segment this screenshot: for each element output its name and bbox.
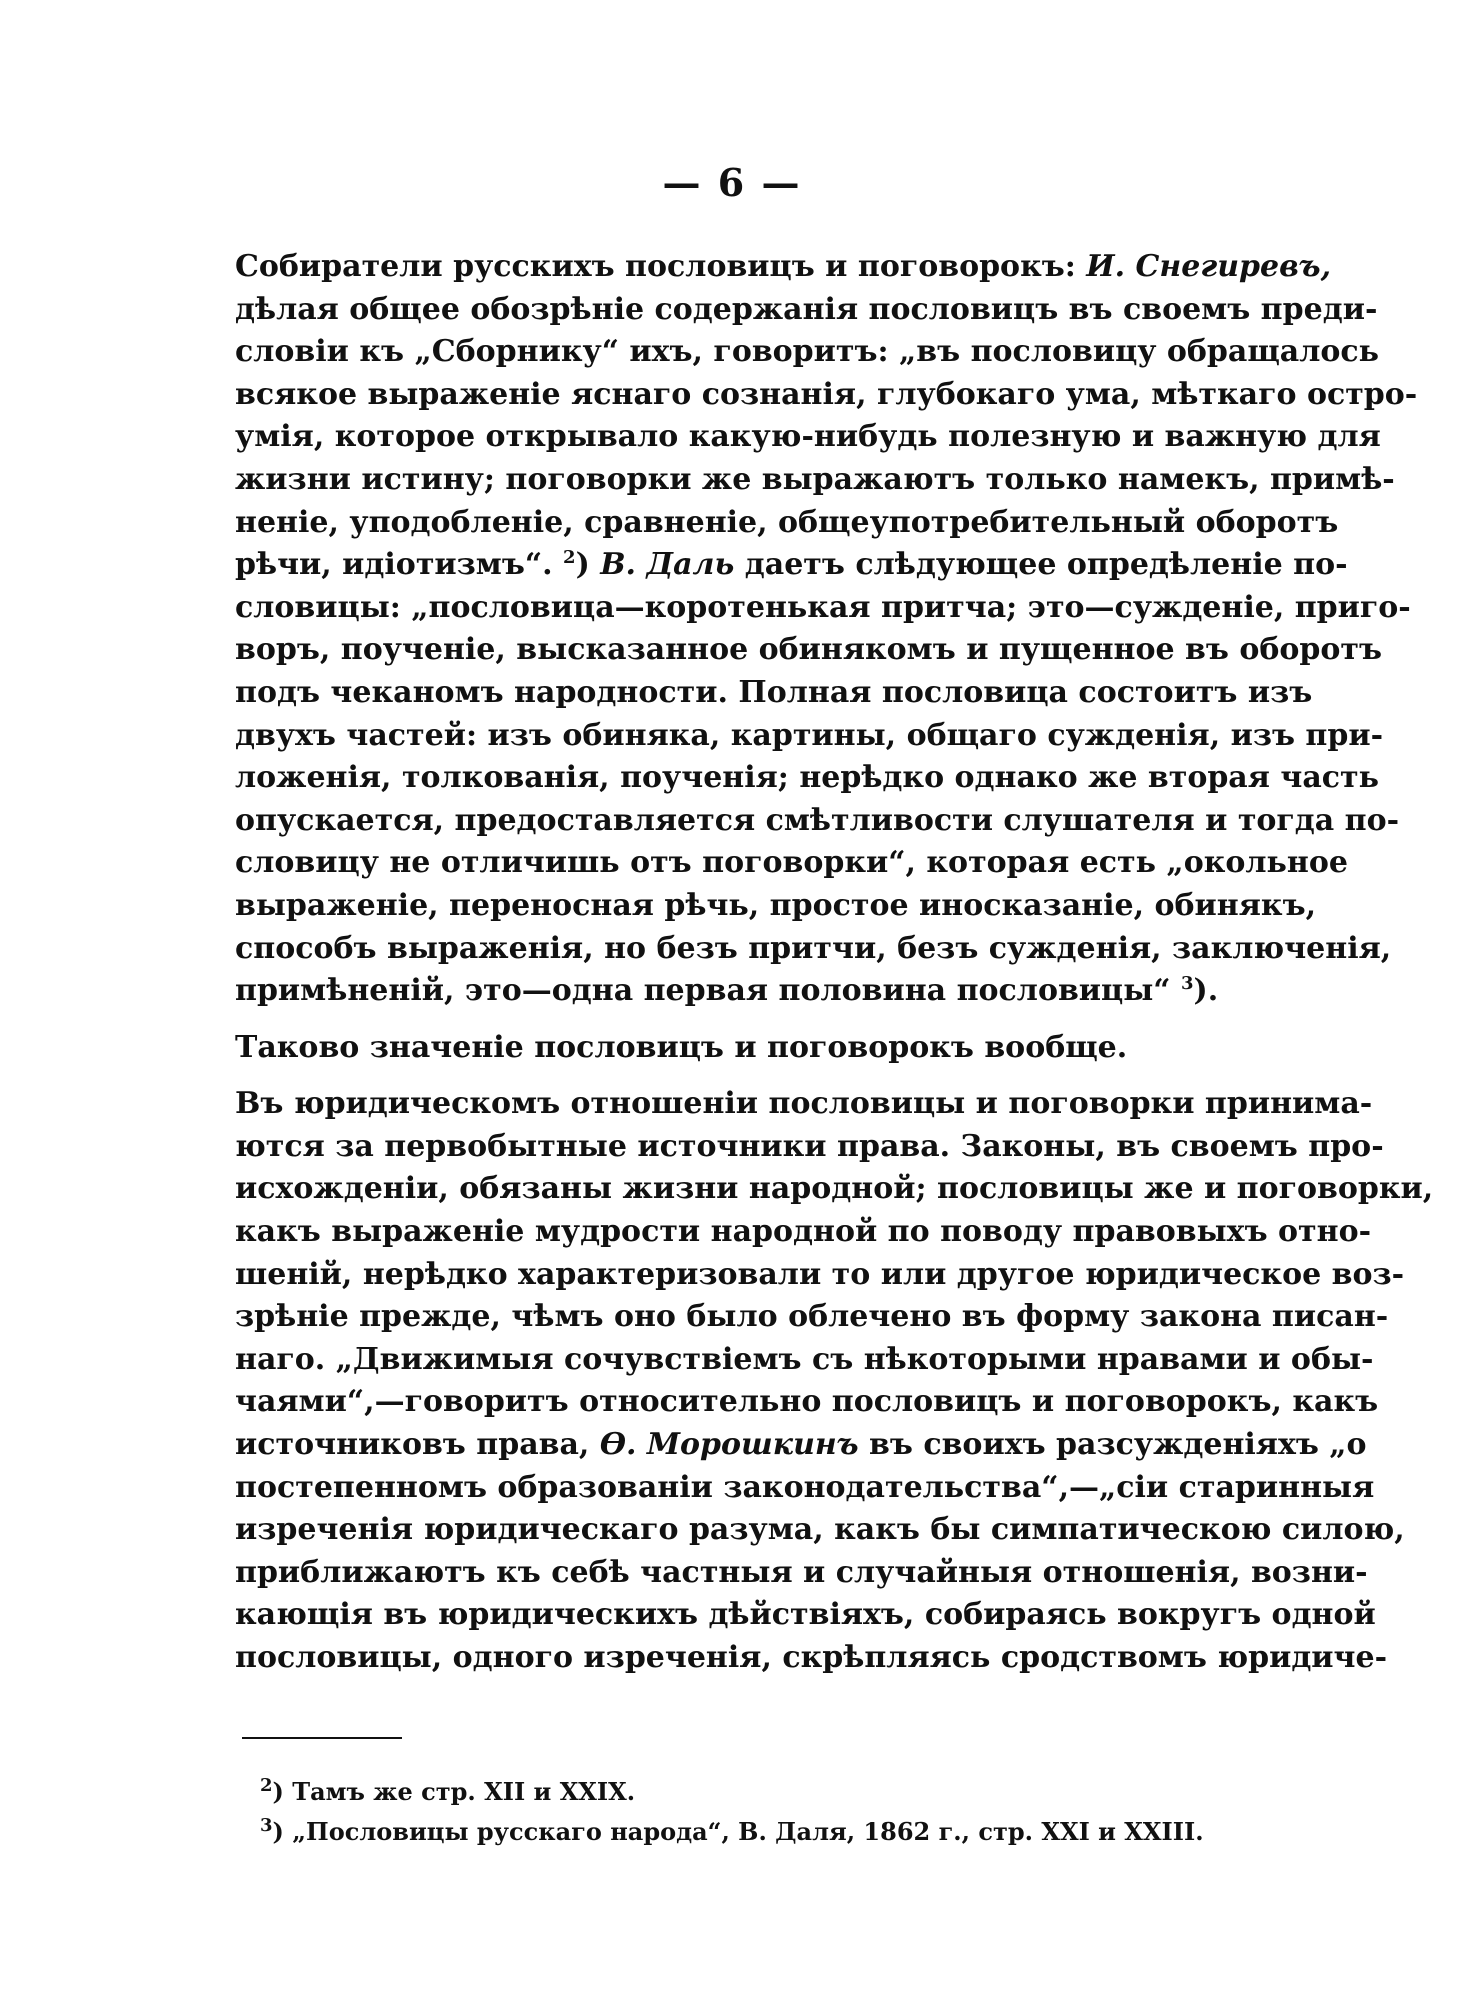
body-text [235, 246, 1434, 1680]
text-line: пословицы, одного изреченія, скрѣпляясь сродствомъ юридиче- [235, 1640, 1388, 1675]
text-line: двухъ частей: изъ обиняка, картины, общаго сужденія, изъ при- [235, 717, 1384, 753]
text-line: словицы: „пословица—коротенькая притча; это—сужденіе, приго- [235, 589, 1411, 625]
text-line: Въ юридическомъ отношеніи пословицы и поговорки принима- [235, 1086, 1373, 1122]
text-line: подъ чеканомъ народности. Полная пословица состоитъ изъ [235, 674, 1313, 710]
text-line: опускается, предоставляется смѣтливости слушателя и тогда по- [235, 802, 1400, 838]
footnote: $^3$) „Пословицы русскаго народа“, В. Даля, 1862 г., стр. XXI и XXIII. [260, 1815, 1204, 1846]
text-line: приближаютъ къ себѣ частныя и случайныя отношенія, возни- [235, 1554, 1368, 1590]
footnotes [260, 1772, 1260, 1852]
text-line: ются за первобытные источники права. Законы, въ своемъ про- [235, 1128, 1384, 1164]
text-line: жизни истину; поговорки же выражаютъ только намекъ, примѣ- [235, 461, 1395, 497]
text-line: зрѣніе прежде, чѣмъ оно было облечено въ форму закона писан- [235, 1299, 1389, 1335]
text-line: рѣчи, идіотизмъ“. $^2$) В. Даль даетъ слѣдующее опредѣленіе по- [235, 547, 1348, 583]
footnote: $^2$) Тамъ же стр. XII и XXIX. [260, 1775, 636, 1806]
text-line: изреченія юридическаго разума, какъ бы симпатическою силою, [235, 1512, 1405, 1548]
italic-name: Ѳ. Морошкинъ [599, 1427, 859, 1463]
text-line: дѣлая общее обозрѣніе содержанія пословицъ въ своемъ преди- [235, 291, 1378, 327]
text-line: наго. „Движимыя сочувствіемъ съ нѣкоторыми нравами и обы- [235, 1341, 1374, 1377]
footnote-marker: 3 [260, 1815, 273, 1836]
text-line: чаями“,—говоритъ относительно пословицъ и поговорокъ, какъ [235, 1384, 1379, 1420]
text-line: примѣненій, это—одна первая половина пословицы“ $^3$). [235, 973, 1219, 1009]
text-line: воръ, поученіе, высказанное обинякомъ и пущенное въ оборотъ [235, 632, 1382, 668]
text-line: выраженіе, переносная рѣчь, простое иносказаніе, обинякъ, [235, 887, 1317, 923]
text-line: Собиратели русскихъ пословицъ и поговорокъ: И. Снегиревъ, [235, 249, 1332, 284]
footnote-marker: 2 [563, 547, 576, 569]
text-line: постепенномъ образованіи законодательства“,—„сіи старинныя [235, 1469, 1375, 1505]
text-line: исхожденіи, обязаны жизни народной; пословицы же и поговорки, [235, 1171, 1434, 1207]
paragraph [235, 1083, 1434, 1679]
text-line: ложенія, толкованія, поученія; нерѣдко однако же вторая часть [235, 760, 1379, 796]
italic-name: В. Даль [600, 547, 735, 583]
text-line: всякое выраженіе яснаго сознанія, глубокаго ума, мѣткаго остро- [235, 376, 1418, 412]
text-line: Таково значеніе пословицъ и поговорокъ вообще. [235, 1029, 1128, 1065]
text-line: умія, которое открывало какую-нибудь полезную и важную для [235, 419, 1381, 455]
text-line: шеній, нерѣдко характеризовали то или другое юридическое воз- [235, 1256, 1405, 1292]
text-line: неніе, уподобленіе, сравненіе, общеупотребительный оборотъ [235, 504, 1339, 540]
text-line: какъ выраженіе мудрости народной по поводу правовыхъ отно- [235, 1214, 1372, 1250]
paragraph [235, 1027, 1265, 1070]
text-line: словіи къ „Сборнику“ ихъ, говоритъ: „въ пословицу обращалось [235, 334, 1380, 370]
text-line: словицу не отличишь отъ поговорки“, которая есть „окольное [235, 845, 1348, 881]
paragraph [235, 246, 1418, 1013]
footnote-marker: 3 [1181, 973, 1194, 995]
text-line: источниковъ права, Ѳ. Морошкинъ въ своихъ разсужденіяхъ „о [235, 1427, 1367, 1463]
italic-name: И. Снегиревъ, [1086, 249, 1332, 284]
text-line: кающія въ юридическихъ дѣйствіяхъ, собираясь вокругъ одной [235, 1597, 1376, 1633]
footnote-marker: 2 [260, 1775, 273, 1796]
page-number: — 6 — [662, 160, 802, 205]
text-line: способъ выраженія, но безъ притчи, безъ сужденія, заключенія, [235, 930, 1392, 966]
footnote-separator [242, 1737, 402, 1739]
